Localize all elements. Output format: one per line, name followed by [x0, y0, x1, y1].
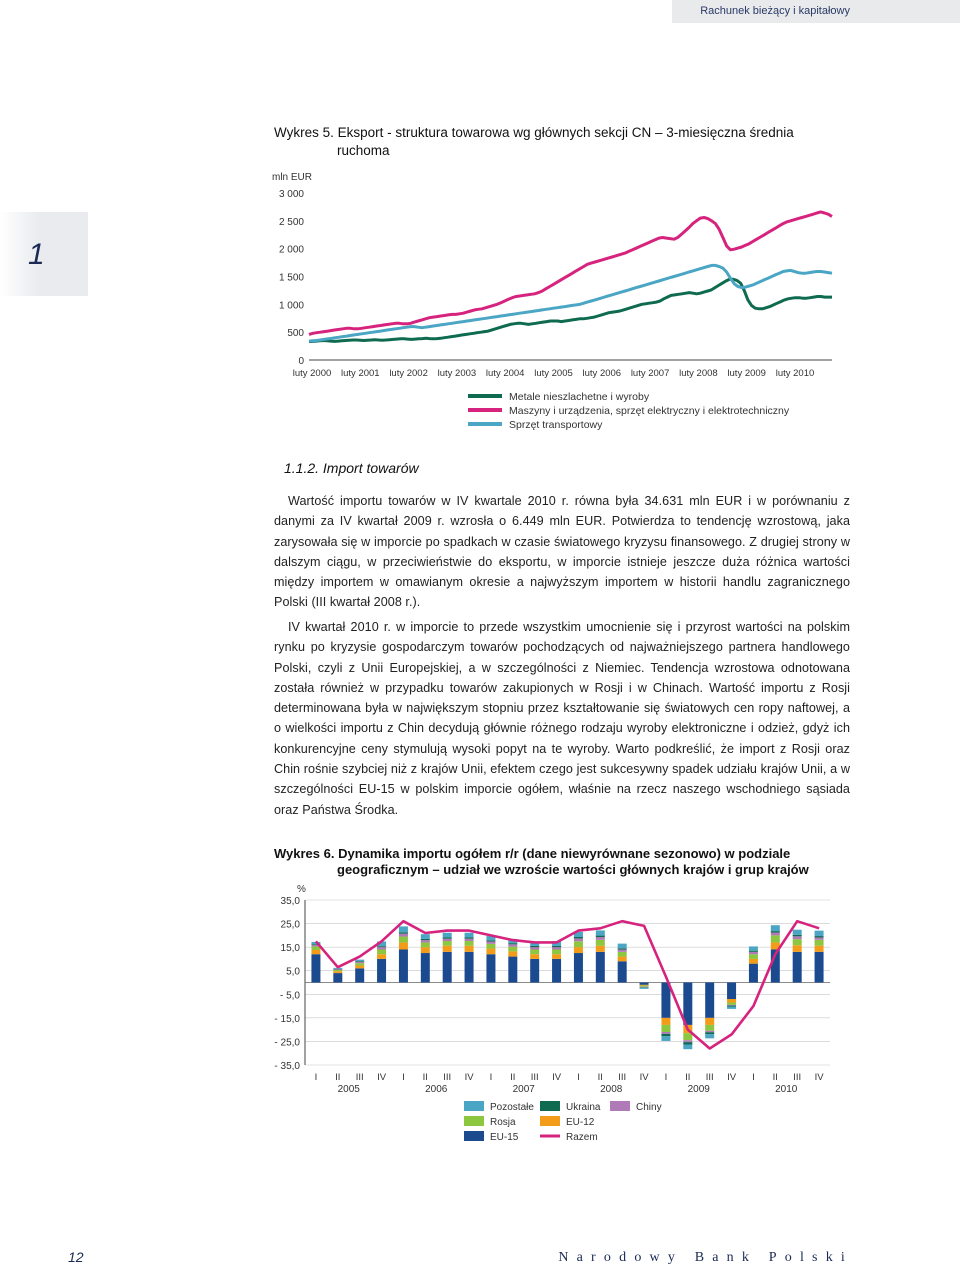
legend-label-ukraina: Ukraina	[566, 1102, 601, 1113]
legend-swatch-rosja	[464, 1116, 484, 1126]
legend-label-razem: Razem	[566, 1132, 598, 1143]
quarter-label: I	[314, 1072, 318, 1083]
bar-segment-ukraina	[661, 1034, 670, 1036]
bar-segment-eu12	[377, 954, 386, 959]
y-tick-label: 500	[287, 328, 304, 340]
quarter-label: II	[772, 1072, 778, 1083]
bar-segment-ukraina	[355, 961, 364, 962]
bar-segment-eu12	[333, 971, 342, 973]
bar-segment-chiny	[705, 1031, 714, 1032]
bar-segment-eu15	[311, 954, 320, 982]
bar-segment-ukraina	[640, 987, 649, 988]
bar-segment-rosja	[793, 939, 802, 945]
paragraph-2-text: IV kwartał 2010 r. w imporcie to przede wszystkim umocnienie się i przyrost wartości na polskim rynku po kryzysie gospodarczym towarów pochodzących od najważniejszego partnera handlowego Polski, czyli z Unii Europejskiej, a w szczególności z Niemiec. Tendencja wzrostowa odnotowana została również w przypadku towarów zakupionych w Rosji i w Chinach. Wartość importu z Rosji determinowana była w największym stopniu przez kształtowanie się światowych cen ropy naftowej, a o wielkości importu z Chin decydują głównie różnego rodzaju wyroby elektroniczne i odzież, gdyż ich konkurencyjne ceny stymulują wysoki popyt na te wyroby. Warto podkreślić, że import z Rosji oraz Chin rośnie szybciej niż z krajów Unii, efektem czego jest sukcesywny spadek udziału krajów Unii, a w szczególności EU-15 w polskim imporcie ogółem, właśnie na rzecz naszego wschodniego sąsiada oraz Państwa Środka.	[274, 620, 850, 817]
figure6-title-line1: Wykres 6. Dynamika importu ogółem r/r (dane niewyrównane sezonowo) w podziale	[274, 846, 791, 861]
bar-segment-eu12	[793, 945, 802, 952]
bar-segment-ukraina	[793, 935, 802, 936]
bar-segment-ukraina	[727, 1006, 736, 1007]
x-tick-label: luty 2003	[437, 368, 477, 379]
bar-segment-eu15	[552, 959, 561, 983]
bar-segment-eu15	[508, 957, 517, 983]
chapter-number: 1	[28, 238, 45, 271]
bar-segment-eu12	[552, 954, 561, 959]
bar-segment-pozostale	[618, 944, 627, 949]
bar-segment-pozostale	[683, 1044, 692, 1049]
paragraph-2	[274, 617, 850, 820]
bar-segment-eu12	[399, 942, 408, 949]
bar-segment-rosja	[749, 954, 758, 959]
legend-swatch-ukraina	[540, 1101, 560, 1111]
bar-segment-ukraina	[749, 951, 758, 952]
y-tick-label: 35,0	[280, 896, 300, 907]
bar-segment-rosja	[508, 947, 517, 952]
bar-segment-rosja	[815, 940, 824, 946]
bar-segment-pozostale	[815, 931, 824, 936]
bar-segment-rosja	[530, 950, 539, 955]
x-tick-label: luty 2002	[389, 368, 428, 379]
series-line-metale	[309, 279, 832, 341]
bar-segment-eu15	[596, 952, 605, 983]
bar-segment-eu12	[443, 946, 452, 952]
y-tick-label: 25,0	[280, 919, 300, 931]
bar-segment-chiny	[465, 939, 474, 941]
bar-segment-rosja	[771, 935, 780, 942]
quarter-label: III	[355, 1072, 364, 1083]
bar-segment-chiny	[443, 939, 452, 941]
quarter-label: III	[618, 1072, 627, 1083]
bar-segment-pozostale	[705, 1034, 714, 1038]
bar-segment-chiny	[530, 947, 539, 949]
x-tick-label: luty 2009	[727, 368, 766, 379]
bar-segment-eu15	[465, 952, 474, 983]
figure6-bar-chart	[0, 880, 960, 1180]
bar-segment-eu12	[574, 947, 583, 953]
header-section-title: Rachunek bieżący i kapitałowy	[700, 5, 850, 17]
bar-segment-chiny	[552, 947, 561, 949]
bar-segment-chiny	[333, 969, 342, 970]
page-number: 12	[68, 1249, 84, 1265]
y-tick-label: 5,0	[286, 966, 300, 978]
bar-segment-chiny	[574, 938, 583, 941]
year-label: 2006	[425, 1084, 448, 1095]
bar-segment-rosja	[443, 941, 452, 946]
bar-segment-rosja	[640, 986, 649, 987]
bar-segment-eu15	[443, 952, 452, 983]
figure5-line-chart	[0, 0, 960, 450]
bar-segment-eu12	[618, 957, 627, 962]
bar-segment-eu12	[486, 949, 495, 955]
bar-segment-rosja	[355, 963, 364, 965]
quarter-label: IV	[727, 1072, 737, 1083]
legend-label-metale: Metale nieszlachetne i wyroby	[509, 391, 650, 403]
bar-segment-chiny	[661, 1032, 670, 1034]
bar-segment-chiny	[793, 936, 802, 939]
bar-segment-eu15	[421, 953, 430, 982]
y-tick-label: 1 500	[278, 272, 304, 284]
section-heading: 1.1.2. Import towarów	[284, 460, 419, 476]
bar-segment-rosja	[705, 1025, 714, 1031]
bar-segment-eu15	[574, 953, 583, 982]
bar-segment-pozostale	[399, 926, 408, 932]
bar-segment-eu15	[727, 983, 736, 1000]
figure6-title	[274, 846, 834, 878]
bar-segment-ukraina	[486, 940, 495, 941]
bar-segment-pozostale	[421, 934, 430, 939]
bar-segment-rosja	[552, 950, 561, 955]
figure6-title-line2: geograficznym – udział we wzroście wartości głównych krajów i grup krajów	[337, 862, 809, 877]
x-tick-label: luty 2007	[630, 368, 670, 379]
bar-segment-ukraina	[815, 936, 824, 937]
quarter-label: III	[443, 1072, 452, 1083]
legend-label-chiny: Chiny	[636, 1102, 662, 1113]
bar-segment-ukraina	[508, 943, 517, 944]
series-line-razem	[316, 921, 819, 1048]
quarter-label: IV	[377, 1072, 387, 1083]
legend-label-eu12: EU-12	[566, 1117, 595, 1128]
bar-segment-pozostale	[443, 933, 452, 938]
quarter-label: II	[685, 1072, 691, 1083]
bar-segment-eu12	[815, 946, 824, 952]
bar-segment-eu12	[749, 959, 758, 964]
bar-segment-eu15	[683, 983, 692, 1025]
quarter-label: III	[530, 1072, 539, 1083]
bar-segment-ukraina	[377, 946, 386, 947]
y-tick-label: 0	[298, 356, 304, 367]
paragraph-1-text: Wartość importu towarów w IV kwartale 2010 r. równa była 34.631 mln EUR i w porównaniu z danymi za IV kwartał 2009 r. wzrosła o 6.449 mln EUR. Potwierdza to tendencję wzrostową, jaka zarysowała się w imporcie po spadkach w czasie światowego kryzysu finansowego. Z drugiej strony w dalszym ciągu, w przeciwieństwie do eksportu, w imporcie istnieje jeszcze duża różnica wartości między importem w omawianym okresie a najwyższym importem w historii handlu zagranicznego Polski (III kwartał 2008 r.).	[274, 494, 850, 610]
bar-segment-chiny	[771, 933, 780, 936]
bar-segment-rosja	[333, 970, 342, 971]
legend-label-maszyny: Maszyny i urządzenia, sprzęt elektryczny i elektrotechniczny	[509, 405, 790, 417]
bar-segment-eu12	[355, 966, 364, 969]
quarter-label: II	[597, 1072, 603, 1083]
bar-segment-ukraina	[530, 946, 539, 947]
bar-segment-pozostale	[749, 946, 758, 950]
bar-segment-ukraina	[705, 1032, 714, 1034]
bar-segment-eu12	[596, 946, 605, 952]
paragraph-1	[274, 491, 850, 613]
bar-segment-rosja	[377, 950, 386, 955]
x-tick-label: luty 2000	[292, 368, 332, 379]
bar-segment-rosja	[683, 1033, 692, 1040]
bar-segment-eu12	[705, 1018, 714, 1025]
quarter-label: IV	[552, 1072, 562, 1083]
bar-segment-eu15	[815, 952, 824, 983]
bar-segment-chiny	[377, 947, 386, 949]
bar-segment-pozostale	[596, 930, 605, 935]
bar-segment-rosja	[574, 941, 583, 947]
quarter-label: I	[489, 1072, 493, 1083]
bar-segment-eu12	[727, 999, 736, 1003]
bar-segment-ukraina	[552, 946, 561, 947]
bar-segment-eu15	[749, 964, 758, 983]
bar-segment-chiny	[596, 937, 605, 940]
bar-segment-chiny	[640, 987, 649, 988]
bar-segment-ukraina	[574, 937, 583, 938]
quarter-label: IV	[814, 1072, 824, 1083]
bar-segment-eu12	[661, 1018, 670, 1025]
series-line-maszyny	[309, 212, 832, 335]
bar-segment-rosja	[421, 942, 430, 947]
bar-segment-eu15	[377, 959, 386, 983]
bar-segment-eu15	[333, 973, 342, 982]
bar-segment-pozostale	[661, 1036, 670, 1041]
bar-segment-chiny	[683, 1040, 692, 1042]
quarter-label: II	[422, 1072, 428, 1083]
x-tick-label: luty 2004	[485, 368, 525, 379]
quarter-label: II	[510, 1072, 516, 1083]
bar-segment-pozostale	[640, 988, 649, 989]
bar-segment-rosja	[399, 937, 408, 943]
bar-segment-rosja	[596, 940, 605, 946]
y-tick-label: - 5,0	[279, 990, 300, 1002]
bar-segment-eu12	[530, 954, 539, 959]
figure5-title-line1: Wykres 5. Eksport - struktura towarowa wg głównych sekcji CN – 3-miesięczna średnia	[274, 125, 794, 140]
y-tick-label: 3 000	[278, 189, 304, 200]
year-label: 2007	[512, 1084, 535, 1095]
bar-segment-eu12	[311, 950, 320, 954]
legend-label-rosja: Rosja	[490, 1117, 516, 1128]
bar-segment-eu12	[640, 985, 649, 986]
bar-segment-ukraina	[333, 969, 342, 970]
quarter-label: I	[752, 1072, 755, 1083]
x-tick-label: luty 2001	[341, 368, 380, 379]
bar-segment-eu15	[640, 983, 649, 985]
quarter-label: IV	[639, 1072, 649, 1083]
legend-label-pozostale: Pozostałe	[490, 1102, 534, 1113]
bar-segment-pozostale	[727, 1007, 736, 1009]
bar-segment-ukraina	[443, 937, 452, 938]
legend-swatch-pozostale	[464, 1101, 484, 1111]
quarter-label: IV	[464, 1072, 474, 1083]
bar-segment-chiny	[486, 941, 495, 943]
legend-label-eu15: EU-15	[490, 1132, 519, 1143]
bar-segment-rosja	[618, 952, 627, 957]
y-tick-label: 15,0	[280, 943, 300, 955]
bar-segment-pozostale	[793, 930, 802, 935]
bar-segment-eu15	[618, 961, 627, 982]
figure5-title-line2: ruchoma	[337, 143, 390, 158]
y-tick-label: 2 500	[278, 216, 304, 228]
quarter-label: II	[335, 1072, 341, 1083]
bar-segment-pozostale	[771, 925, 780, 931]
bar-segment-ukraina	[683, 1042, 692, 1044]
bar-segment-ukraina	[399, 932, 408, 933]
x-tick-label: luty 2010	[775, 368, 815, 379]
year-label: 2005	[337, 1084, 360, 1095]
bar-segment-eu15	[530, 959, 539, 983]
bar-segment-eu12	[465, 946, 474, 952]
bar-segment-rosja	[727, 1003, 736, 1005]
year-label: 2009	[687, 1084, 710, 1095]
quarter-label: III	[705, 1072, 714, 1083]
bar-segment-eu12	[508, 951, 517, 956]
y-tick-label: - 15,0	[274, 1013, 300, 1025]
bar-segment-chiny	[727, 1005, 736, 1006]
legend-label-transport: Sprzęt transportowy	[509, 419, 603, 431]
bar-segment-eu15	[705, 983, 714, 1018]
bar-segment-eu15	[793, 952, 802, 983]
year-label: 2010	[775, 1084, 798, 1095]
bar-segment-chiny	[749, 952, 758, 954]
bar-segment-ukraina	[618, 948, 627, 949]
bar-segment-ukraina	[465, 937, 474, 938]
quarter-label: I	[402, 1072, 405, 1083]
bar-segment-chiny	[618, 950, 627, 952]
bar-segment-eu15	[399, 950, 408, 983]
bar-segment-eu12	[421, 947, 430, 953]
bar-segment-eu15	[661, 983, 670, 1018]
bar-segment-ukraina	[596, 936, 605, 937]
y-axis-unit: %	[297, 884, 306, 895]
legend-swatch-eu12	[540, 1116, 560, 1126]
bar-segment-chiny	[508, 944, 517, 946]
x-tick-label: luty 2008	[679, 368, 718, 379]
y-tick-label: 1 000	[278, 300, 304, 312]
bar-segment-rosja	[465, 941, 474, 946]
x-tick-label: luty 2006	[582, 368, 622, 379]
quarter-label: III	[793, 1072, 802, 1083]
series-line-transport	[309, 265, 832, 341]
quarter-label: I	[664, 1072, 668, 1083]
publisher-name: Narodowy Bank Polski	[558, 1250, 853, 1265]
bar-segment-chiny	[815, 937, 824, 939]
bar-segment-pozostale	[355, 960, 364, 961]
legend-swatch-chiny	[610, 1101, 630, 1111]
y-tick-label: - 35,0	[274, 1061, 300, 1072]
bar-segment-pozostale	[465, 933, 474, 938]
quarter-label: I	[577, 1072, 580, 1083]
bar-segment-eu15	[486, 954, 495, 982]
bar-segment-rosja	[661, 1025, 670, 1032]
y-tick-label: 2 000	[278, 244, 304, 256]
bar-segment-chiny	[399, 934, 408, 937]
y-tick-label: - 25,0	[274, 1037, 300, 1049]
bar-segment-eu15	[355, 968, 364, 982]
bar-segment-ukraina	[771, 931, 780, 932]
bar-segment-chiny	[421, 940, 430, 942]
y-axis-unit: mln EUR	[272, 172, 313, 183]
bar-segment-ukraina	[421, 939, 430, 940]
bar-segment-rosja	[486, 944, 495, 949]
x-tick-label: luty 2005	[534, 368, 573, 379]
year-label: 2008	[600, 1084, 623, 1095]
bar-segment-chiny	[355, 962, 364, 963]
legend-swatch-eu15	[464, 1131, 484, 1141]
